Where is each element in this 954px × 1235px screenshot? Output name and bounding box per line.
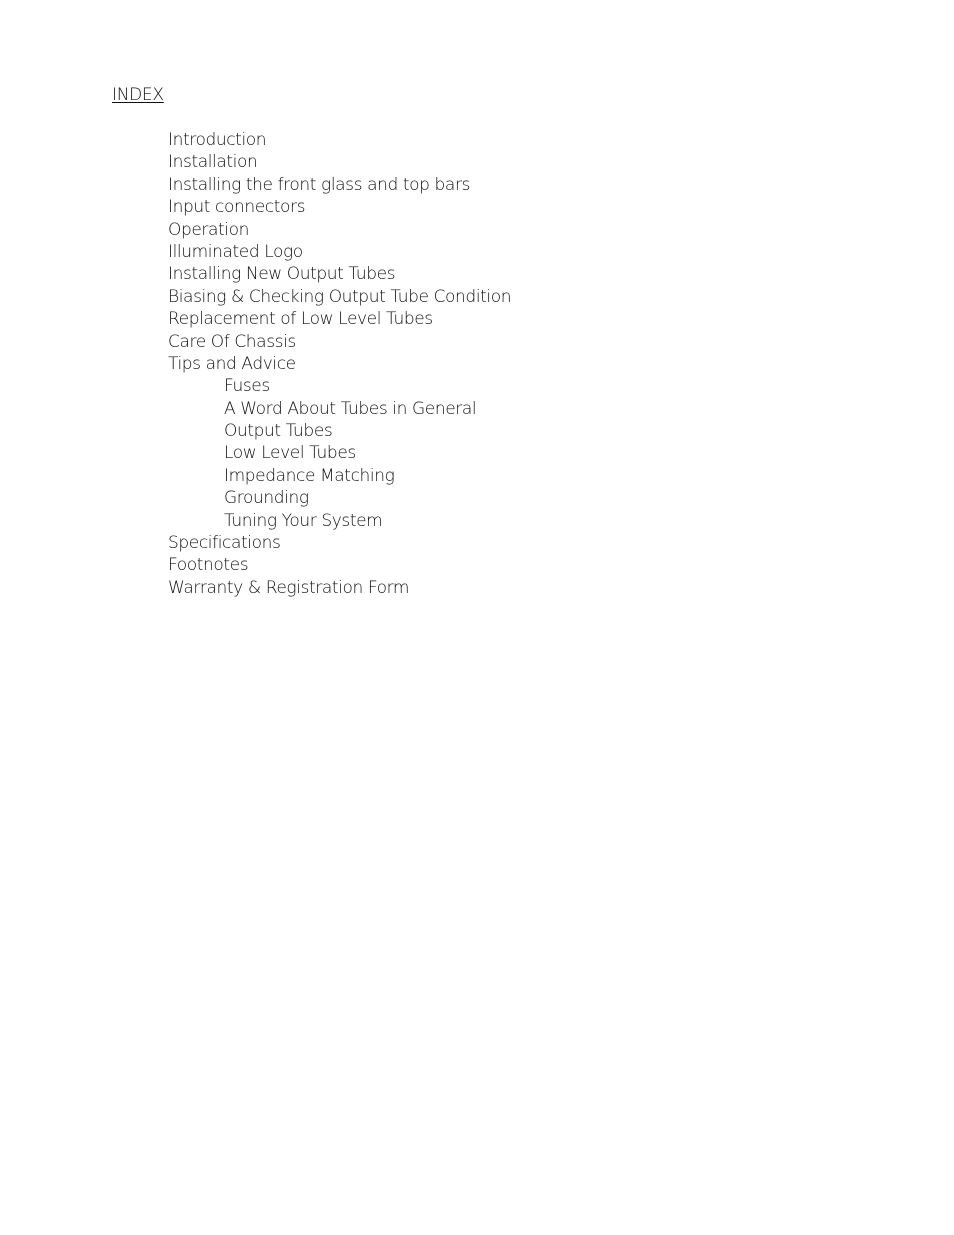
toc-entry: Replacement of Low Level Tubes xyxy=(168,309,433,330)
toc-subentry: Output Tubes xyxy=(224,421,333,442)
toc-subentry: Tuning Your System xyxy=(224,510,383,531)
toc-entry: Installation xyxy=(168,152,258,173)
toc-entry: Specifications xyxy=(168,533,281,554)
toc-entry: Installing the front glass and top bars xyxy=(168,174,470,195)
toc-entry: Illuminated Logo xyxy=(168,241,303,262)
toc-entry: Operation xyxy=(168,219,250,240)
table-of-contents xyxy=(168,129,511,599)
toc-entry: Tips and Advice xyxy=(168,353,296,374)
toc-entry: Footnotes xyxy=(168,555,249,576)
toc-entry: Input connectors xyxy=(168,197,306,218)
toc-subentry: Impedance Matching xyxy=(224,465,395,486)
toc-subentry: A Word About Tubes in General xyxy=(224,398,477,419)
toc-entry: Care Of Chassis xyxy=(168,331,296,352)
toc-entry: Installing New Output Tubes xyxy=(168,264,396,285)
toc-subentry: Fuses xyxy=(224,376,270,397)
toc-entry: Biasing & Checking Output Tube Condition xyxy=(168,286,512,307)
toc-entry: Warranty & Registration Form xyxy=(168,577,410,598)
index-heading: INDEX xyxy=(112,85,164,105)
toc-subentry: Grounding xyxy=(224,488,309,509)
toc-subentry: Low Level Tubes xyxy=(224,443,356,464)
toc-entry: Introduction xyxy=(168,130,267,150)
